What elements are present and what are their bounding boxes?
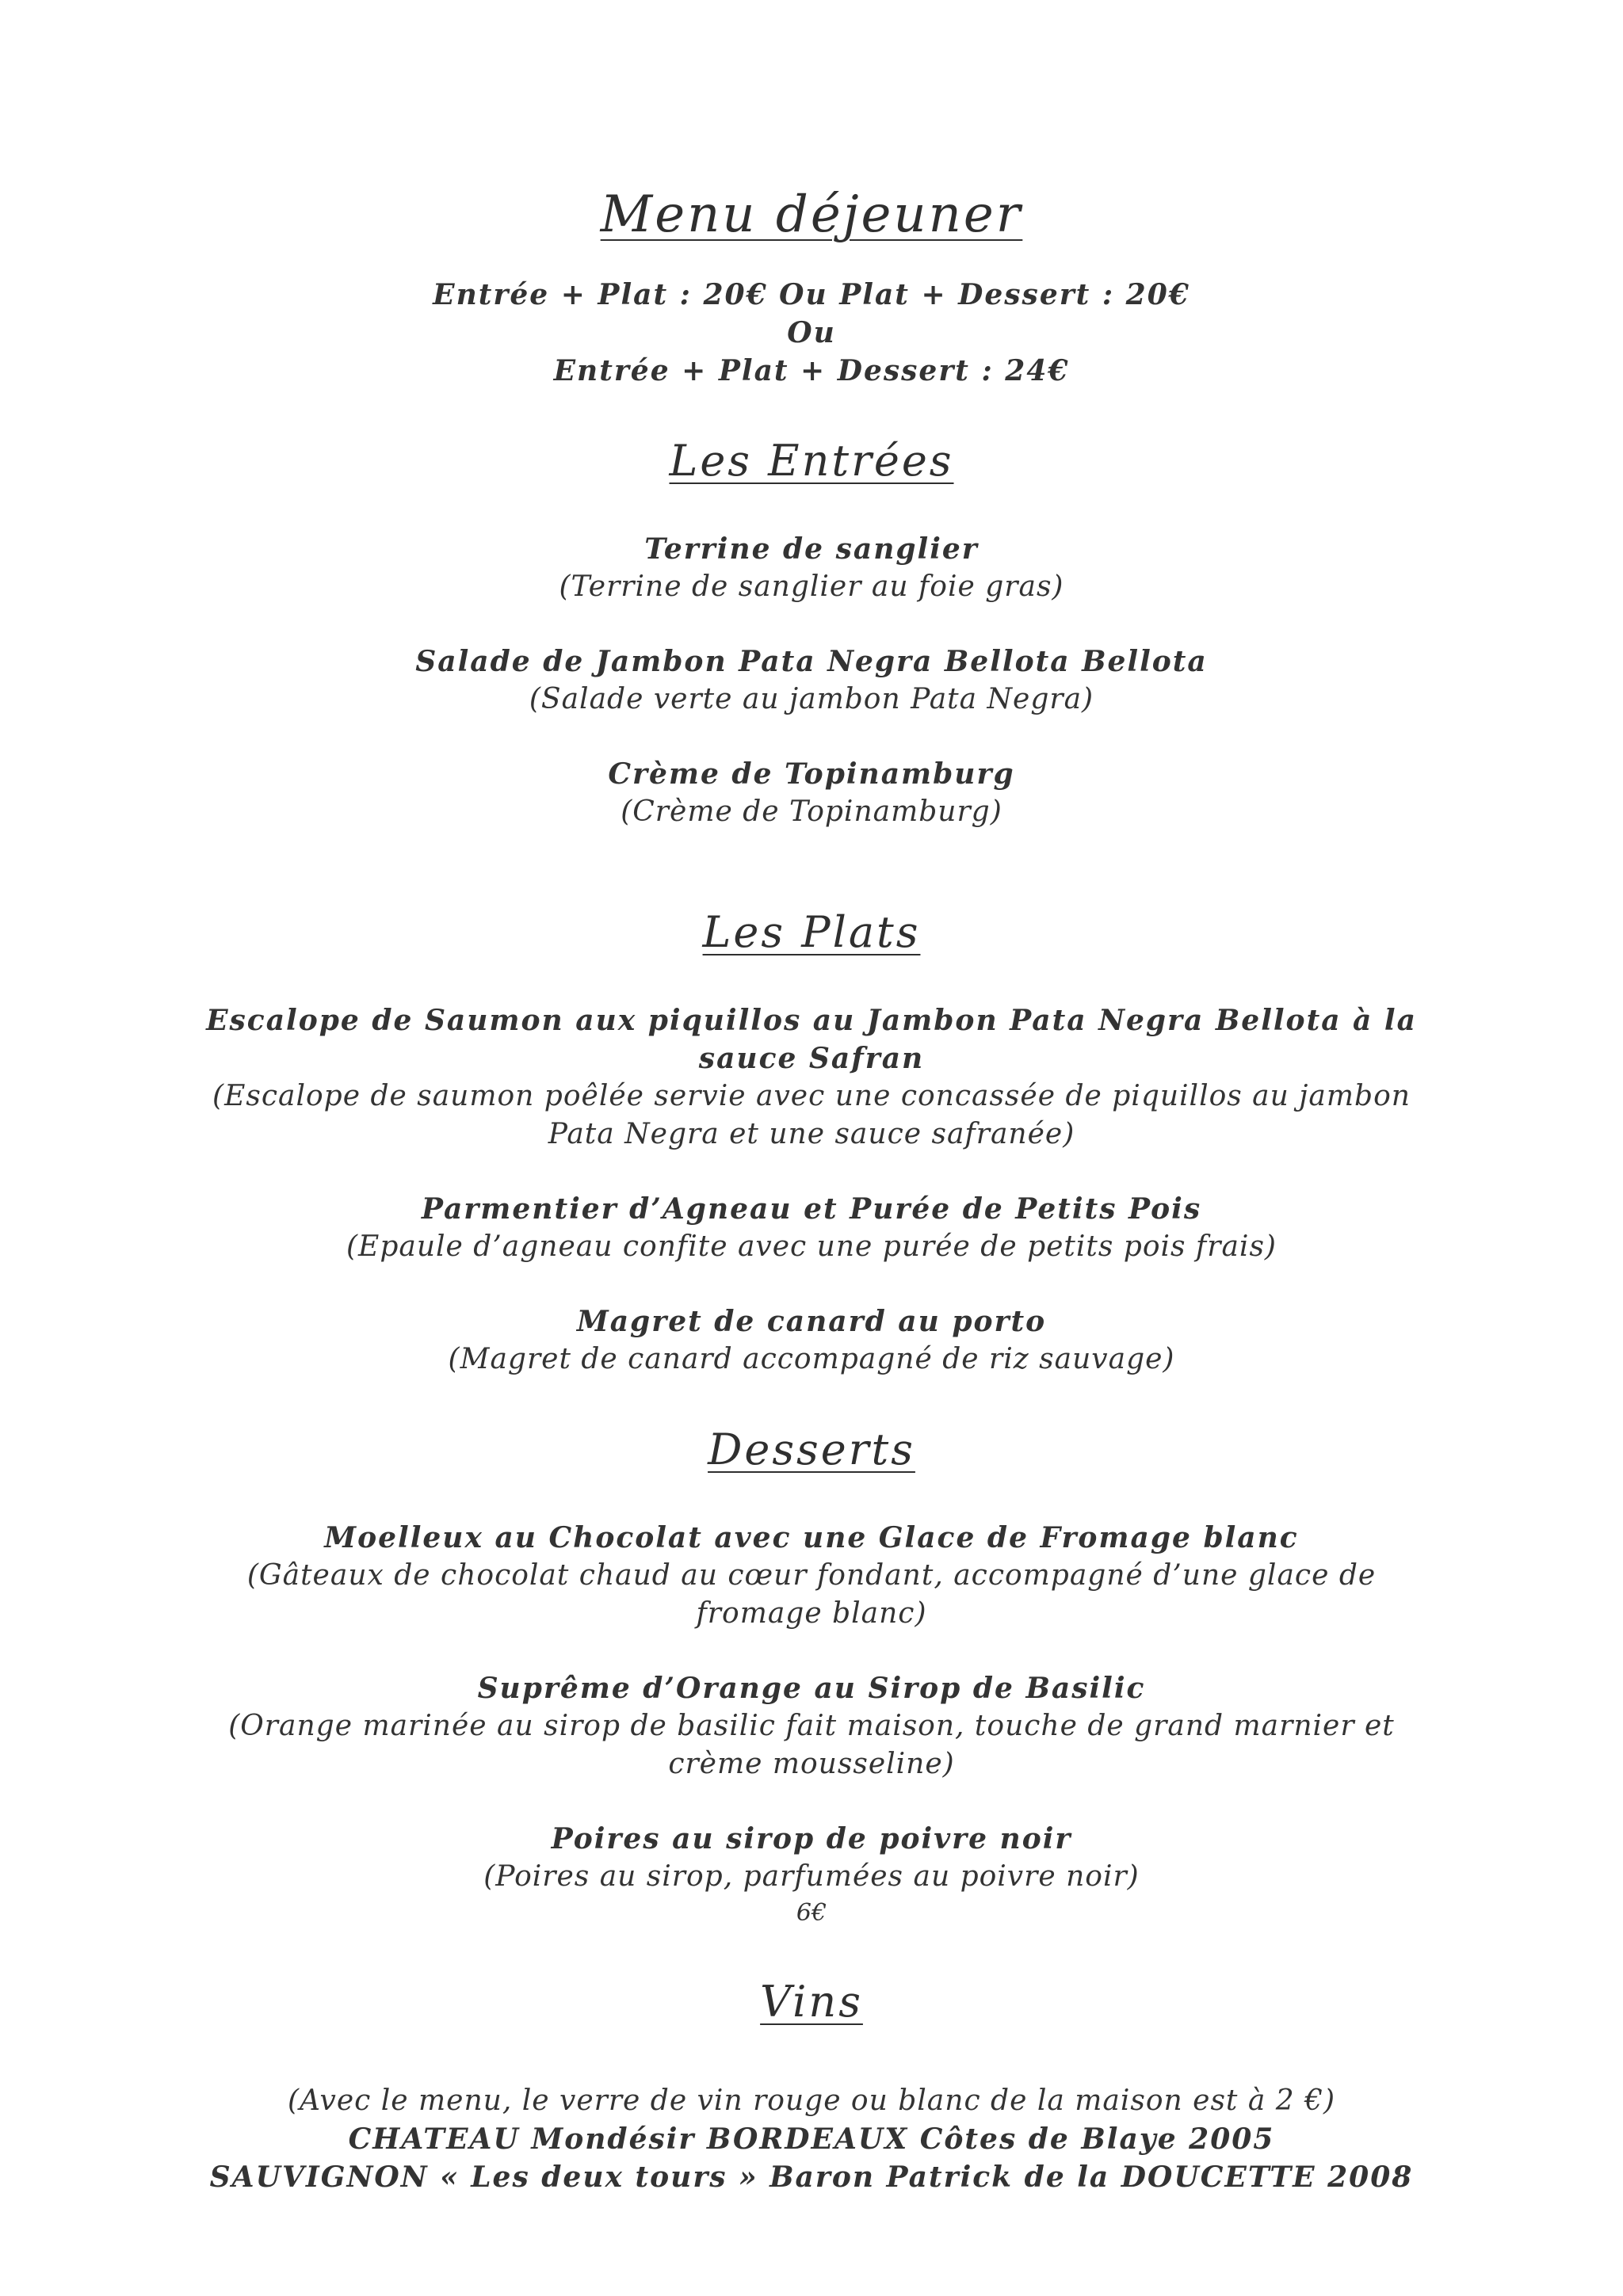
pricing-line: Entrée + Plat : 20€ Ou Plat + Dessert : 20€ [433, 278, 1190, 311]
wine-item: CHATEAU Mondésir BORDEAUX Côtes de Blaye 2005 [348, 2122, 1275, 2156]
menu-item [182, 1669, 1441, 1783]
section-heading-desserts: Desserts [708, 1425, 915, 1474]
section-heading-entrees: Les Entrées [669, 436, 954, 486]
item-name: Moelleux au Chocolat avec une Glace de Fromage blanc [324, 1521, 1299, 1554]
item-name: Magret de canard au porto [576, 1305, 1047, 1338]
item-name: Escalope de Saumon aux piquillos au Jambon Pata Negra Bellota à la sauce Safran [206, 1004, 1417, 1075]
item-name: Suprême d’Orange au Sirop de Basilic [477, 1672, 1146, 1705]
entrees-section [182, 436, 1441, 831]
section-heading-plats: Les Plats [702, 907, 921, 957]
pricing-block [182, 276, 1441, 390]
item-name: Poires au sirop de poivre noir [551, 1822, 1072, 1855]
menu-item [182, 1820, 1441, 1931]
item-description: (Poires au sirop, parfumées au poivre noir) [483, 1860, 1140, 1893]
menu-item [182, 1190, 1441, 1266]
item-description: (Gâteaux de chocolat chaud au cœur fondant, accompagné d’une glace de fromage blanc) [246, 1559, 1377, 1630]
item-name: Crème de Topinamburg [608, 757, 1015, 791]
item-description: (Terrine de sanglier au foie gras) [559, 570, 1064, 603]
menu-item [182, 1302, 1441, 1379]
item-description: (Escalope de saumon poêlée servie avec une concassée de piquillos au jambon Pata Negra et une sauce safranée) [212, 1080, 1411, 1150]
pricing-line: Entrée + Plat + Dessert : 24€ [553, 354, 1070, 387]
section-heading-vins: Vins [760, 1977, 863, 2027]
item-description: (Epaule d’agneau confite avec une purée de petits pois frais) [346, 1230, 1277, 1263]
item-name: Salade de Jambon Pata Negra Bellota Bellota [415, 645, 1208, 678]
pricing-line: Ou [787, 316, 836, 349]
vins-section [182, 1977, 1441, 2196]
item-description: (Crème de Topinamburg) [621, 795, 1002, 828]
menu-item [182, 1001, 1441, 1154]
plats-section [182, 907, 1441, 1379]
menu-title: Menu déjeuner [600, 185, 1023, 244]
item-description: (Salade verte au jambon Pata Negra) [529, 683, 1094, 715]
dessert-price: 6€ [796, 1899, 827, 1927]
item-description: (Orange marinée au sirop de basilic fait maison, touche de grand marnier et crème mousseline) [228, 1710, 1395, 1780]
wine-note: (Avec le menu, le verre de vin rouge ou blanc de la maison est à 2 €) [287, 2084, 1336, 2117]
wine-item: SAUVIGNON « Les deux tours » Baron Patrick de la DOUCETTE 2008 [209, 2161, 1414, 2194]
desserts-section [182, 1425, 1441, 1931]
menu-item [182, 755, 1441, 831]
item-description: (Magret de canard accompagné de riz sauvage) [448, 1343, 1175, 1375]
menu-item [182, 643, 1441, 719]
item-name: Terrine de sanglier [644, 532, 979, 566]
menu-item [182, 530, 1441, 606]
item-name: Parmentier d’Agneau et Purée de Petits Pois [421, 1192, 1202, 1226]
menu-item [182, 1519, 1441, 1633]
